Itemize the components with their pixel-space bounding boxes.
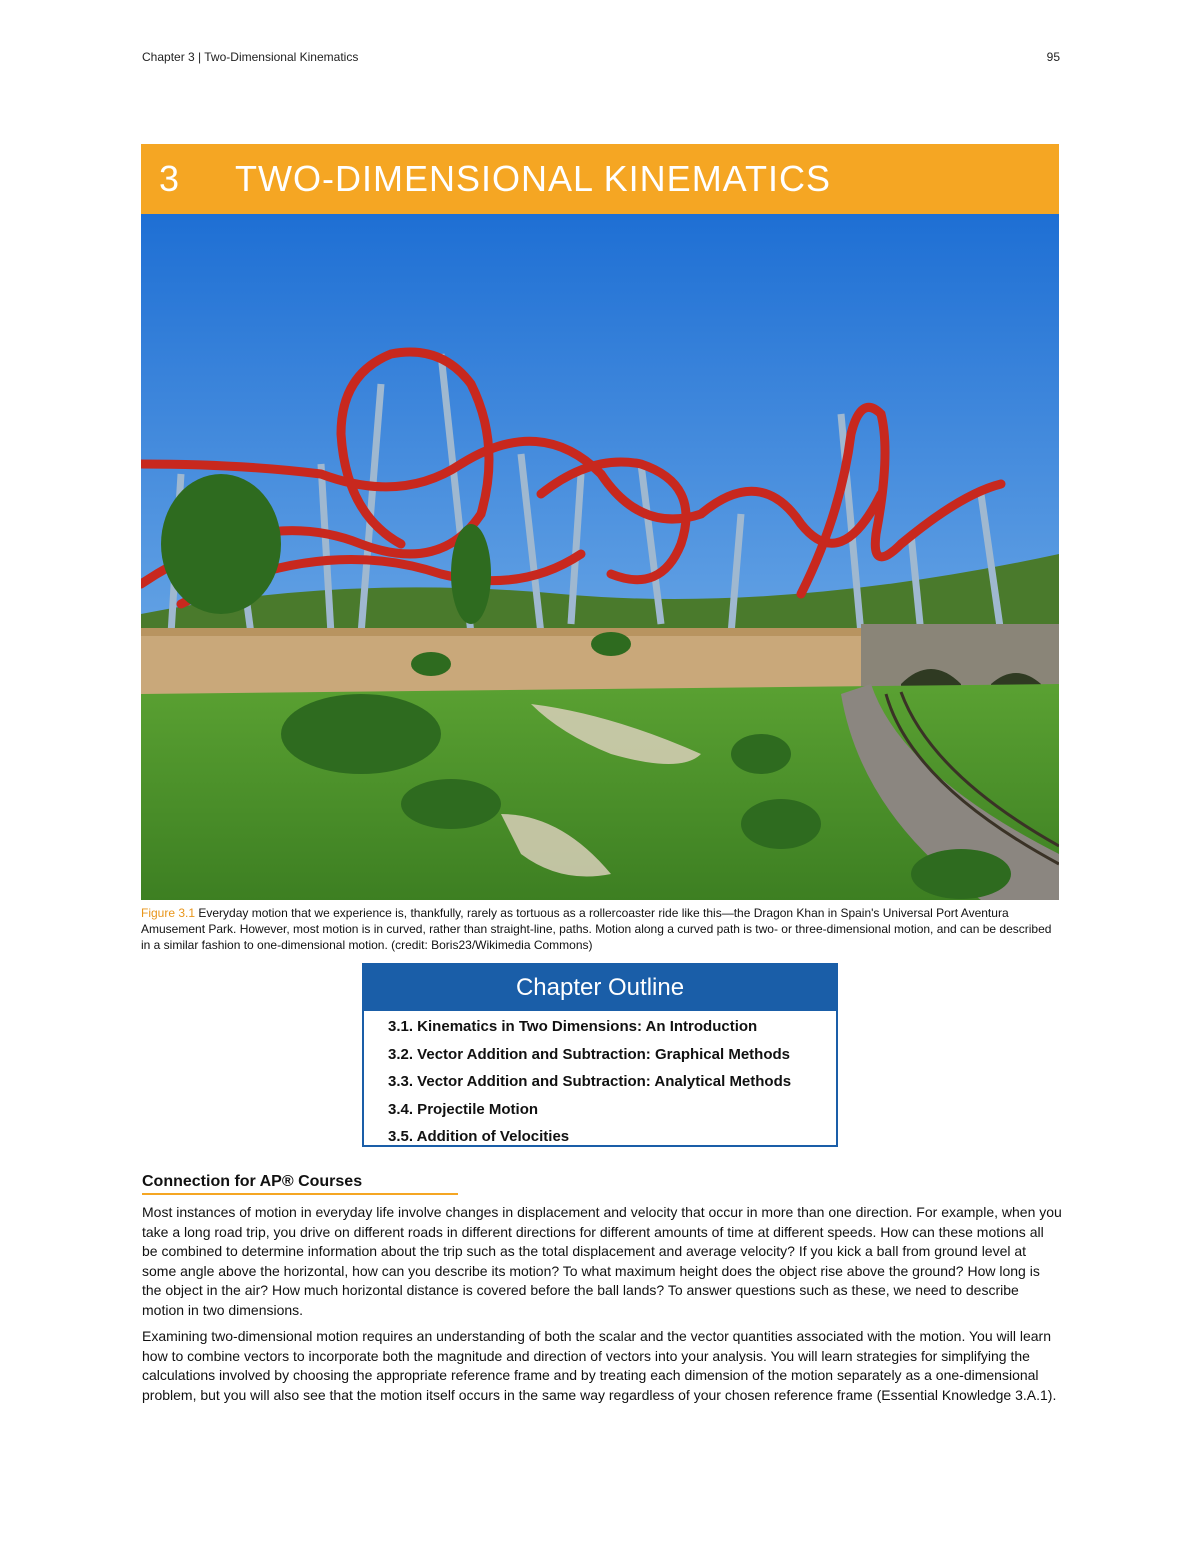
chapter-title: TWO-DIMENSIONAL KINEMATICS: [235, 158, 832, 199]
outline-item-3-1[interactable]: 3.1. Kinematics in Two Dimensions: An Introduction: [388, 1018, 758, 1035]
chapter-opening-photo: [141, 214, 1059, 900]
body-paragraph: Most instances of motion in everyday life involve changes in displacement and velocity that occur in more than one direction. For example, when you take a long road trip, you drive on different roads in different directions for different amounts of time at different speeds. How can these motions all be combined to determine information about the trip such as the total displacement and average velocity? If you kick a ball from ground level at some angle above the horizontal, how can you describe its motion? To what maximum height does the object rise above the ground? How long is the object in the air? How much horizontal distance is covered before the ball lands? To answer questions such as these, we need to describe motion in two dimensions.: [142, 1204, 1062, 1318]
running-head-chapter: Chapter 3 | Two-Dimensional Kinematics: [142, 50, 359, 64]
section-heading: Connection for AP® Courses: [142, 1173, 363, 1190]
figure-caption-label: Figure 3.1: [141, 906, 196, 920]
outline-item-3-4[interactable]: 3.4. Projectile Motion: [388, 1100, 539, 1118]
body-paragraph: Examining two-dimensional motion requires an understanding of both the scalar and the vector quantities associated with the motion. You will learn how to combine vectors to incorporate both the magnitude and direction of vectors into your analysis. You will learn strategies for simplifying the calculations involved by choosing the appropriate reference frame and by treating each dimension of the motion separately as a one-dimensional problem, but you will also see that the motion itself occurs in the same way regardless of your chosen reference frame (Essential Knowledge 3.A.1).: [142, 1328, 1057, 1403]
page-number: 95: [1046, 50, 1060, 64]
outline-item-3-5[interactable]: 3.5. Addition of Velocities: [388, 1128, 570, 1145]
section-heading-rule: [142, 1193, 458, 1195]
chapter-outline-box: [362, 963, 838, 1147]
outline-item-3-3[interactable]: 3.3. Vector Addition and Subtraction: Analytical Methods: [388, 1073, 792, 1090]
figure-caption-text: Everyday motion that we experience is, thankfully, rarely as tortuous as a rollercoaster ride like this—the Dragon Khan in Spain's Universal Port Aventura Amusement Park. However, most motion is in curved, rather than straight-line, paths. Motion along a curved path is two- or three-dimensional motion, and can be described in a similar fashion to one-dimensional motion. (credit: Boris23/Wikimedia Commons): [141, 906, 1052, 952]
rollercoaster-photo: [141, 214, 1059, 900]
chapter-number: 3: [159, 158, 180, 199]
running-head: [142, 50, 1060, 66]
chapter-outline-heading: Chapter Outline: [364, 965, 836, 1011]
chapter-title-banner: [141, 144, 1059, 214]
figure-caption: [141, 905, 1059, 953]
outline-item-3-2[interactable]: 3.2. Vector Addition and Subtraction: Graphical Methods: [388, 1045, 790, 1063]
chapter-outline-list: [364, 1011, 836, 1155]
